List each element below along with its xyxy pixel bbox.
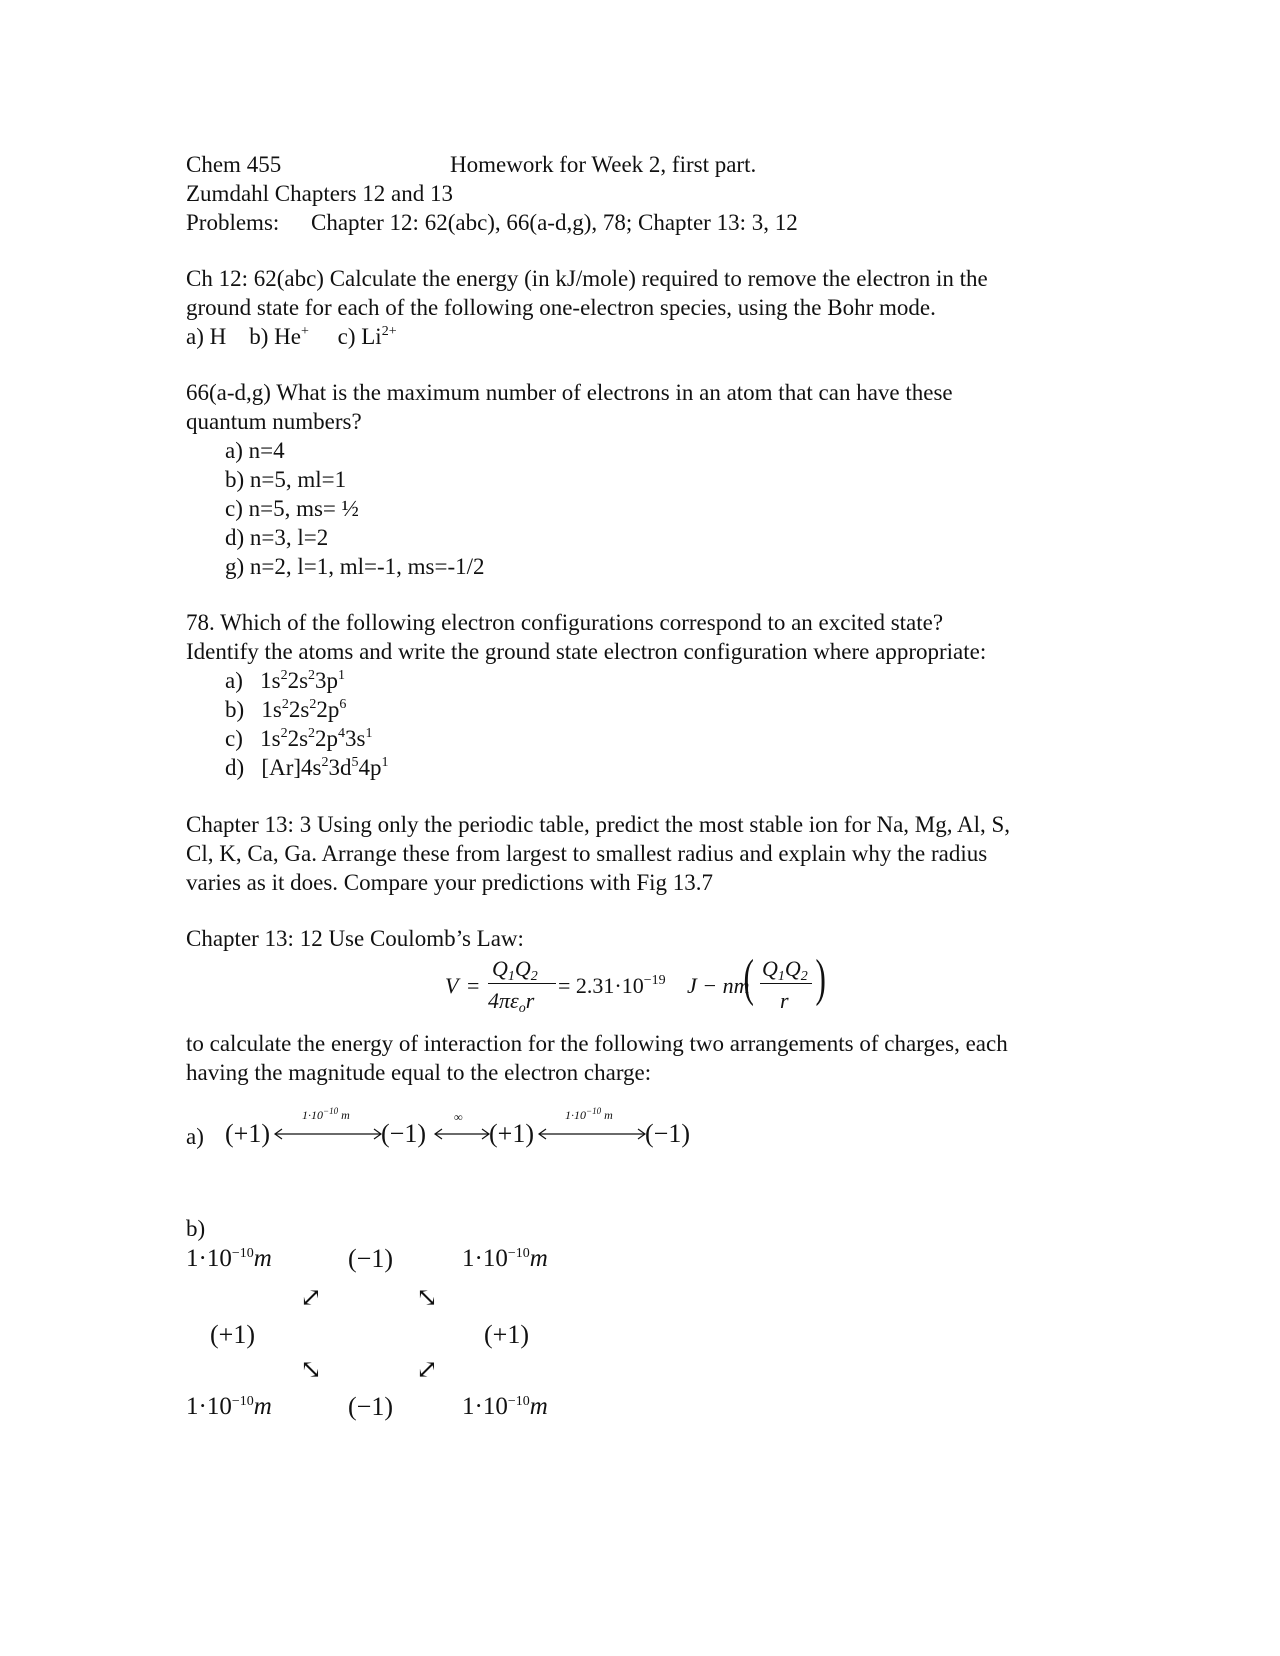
q62-option-c: c) $Li^{2+}$	[337, 324, 397, 349]
eq-V: V	[445, 973, 459, 998]
q13-3-line2: Cl, K, Ca, Ga. Arrange these from largest to smallest radius and explain why the radius	[186, 841, 988, 866]
double-arrow-3	[536, 1126, 648, 1142]
arrow-top-left: ⤢	[300, 1283, 322, 1312]
q13-12-line3: having the magnitude equal to the electron charge:	[186, 1060, 652, 1085]
eq-denominator: $4\pi\varepsilon_or$	[488, 988, 535, 1016]
eq-paren-denominator: r	[780, 988, 789, 1013]
q66-item-c: c) n=5, ms= ½	[225, 496, 359, 521]
q78-config-c: c) $1s^22s^22p^43s^1$	[225, 726, 373, 751]
distance-top-left: $1\cdot 10^{-10}m$	[186, 1245, 272, 1272]
distance-top-right: $1\cdot 10^{-10}m$	[462, 1245, 548, 1272]
eq-paren-fraction-bar	[760, 983, 812, 984]
arrow-bottom-left: ⤡	[300, 1355, 322, 1384]
q62-option-a: a) H	[186, 324, 227, 349]
q13-12-line2: to calculate the energy of interaction for the following two arrangements of charges, each	[186, 1031, 1008, 1056]
double-arrow-2	[432, 1126, 492, 1142]
q13-3-line3: varies as it does. Compare your predictions with Fig 13.7	[186, 870, 714, 895]
q66-item-g: g) n=2, l=1, ml=-1, ms=-1/2	[225, 554, 485, 579]
eq-unit: J − nm	[687, 973, 750, 998]
eq-equals: =	[467, 973, 480, 998]
eq-left-paren: (	[743, 950, 754, 1007]
chapters-line: Zumdahl Chapters 12 and 13	[186, 181, 454, 206]
q78-line1: 78. Which of the following electron configurations correspond to an excited state?	[186, 610, 944, 635]
q66-item-d: d) n=3, l=2	[225, 525, 329, 550]
eq-constant: = $2.31\cdot 10^{-19}$	[558, 973, 666, 998]
distance-label-1: $1\cdot 10^{-10}$ m	[302, 1106, 350, 1122]
distance-bottom-left: $1\cdot 10^{-10}m$	[186, 1393, 272, 1420]
q66-item-a: a) n=4	[225, 438, 285, 463]
charge-bottom-minus: (−1)	[348, 1392, 393, 1421]
charge-top-minus: (−1)	[348, 1244, 393, 1273]
q62-option-b: b) He+	[249, 324, 309, 349]
q66-line1: 66(a-d,g) What is the maximum number of electrons in an atom that can have these	[186, 380, 953, 405]
q78-config-b: b) $1s^22s^22p^6$	[225, 697, 347, 722]
arrow-top-right: ⤡	[416, 1283, 438, 1312]
eq-fraction-bar	[488, 983, 556, 984]
q66-line2: quantum numbers?	[186, 409, 362, 434]
infinity-label: ∞	[454, 1110, 463, 1124]
charge-left-plus: (+1)	[210, 1320, 255, 1349]
eq-paren-numerator: $Q_1Q_2$	[762, 956, 808, 984]
q62-line2: ground state for each of the following one-electron species, using the Bohr mode.	[186, 295, 936, 320]
course-name: Chem 455	[186, 152, 282, 177]
q62-line1: Ch 12: 62(abc) Calculate the energy (in kJ/mole) required to remove the electron in the	[186, 266, 988, 291]
charge-minus-2: (−1)	[645, 1119, 690, 1148]
eq-numerator: $Q_1Q_2$	[492, 956, 538, 984]
arrangement-b-label: b)	[186, 1216, 206, 1241]
problems-list: Chapter 12: 62(abc), 66(a-d,g), 78; Chapter 13: 3, 12	[311, 210, 798, 235]
eq-right-paren: )	[815, 950, 826, 1007]
double-arrow-1	[272, 1126, 384, 1142]
q78-config-a: a) $1s^22s^23p^1$	[225, 668, 346, 693]
problems-label: Problems:	[186, 210, 280, 235]
arrow-bottom-right: ⤢	[416, 1355, 438, 1384]
arrangement-a-label: a)	[186, 1124, 204, 1149]
charge-plus-1: (+1)	[225, 1119, 270, 1148]
charge-minus-1: (−1)	[381, 1119, 426, 1148]
q78-config-d: d) $[Ar]4s^23d^54p^1$	[225, 755, 389, 780]
q78-line2: Identify the atoms and write the ground state electron configuration where appropriate:	[186, 639, 987, 664]
distance-label-2: $1\cdot 10^{-10}$ m	[565, 1106, 613, 1122]
homework-title: Homework for Week 2, first part.	[450, 152, 757, 177]
q62-options	[186, 322, 397, 351]
q66-item-b: b) n=5, ml=1	[225, 467, 347, 492]
charge-plus-2: (+1)	[489, 1119, 534, 1148]
charge-right-plus: (+1)	[484, 1320, 529, 1349]
q13-12-line1: Chapter 13: 12 Use Coulomb’s Law:	[186, 926, 524, 951]
q13-3-line1: Chapter 13: 3 Using only the periodic table, predict the most stable ion for Na, Mg, Al, S,	[186, 812, 1011, 837]
distance-bottom-right: $1\cdot 10^{-10}m$	[462, 1393, 548, 1420]
